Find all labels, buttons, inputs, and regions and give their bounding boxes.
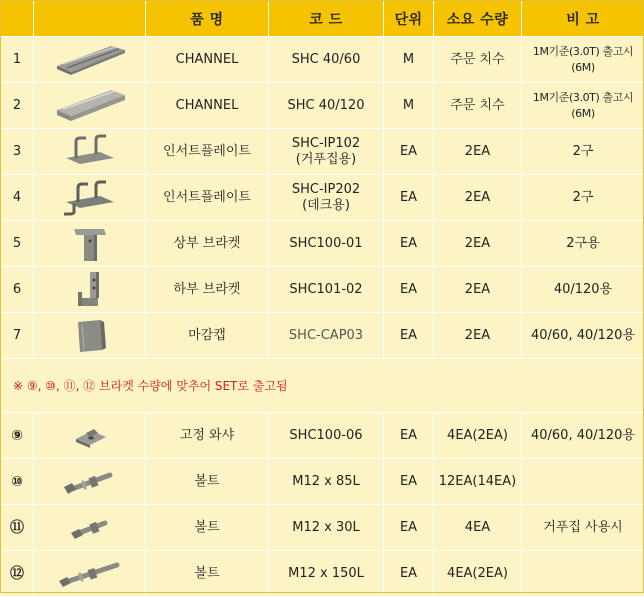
table-row <box>1 37 644 83</box>
item-qty: 주문 치수 <box>434 83 522 129</box>
row-number: 5 <box>1 221 34 267</box>
table-row <box>1 505 644 551</box>
item-code: SHC 40/120 <box>269 83 384 129</box>
header-qty: 소요 수량 <box>434 1 522 37</box>
item-code: SHC 40/60 <box>269 37 384 83</box>
item-name: 볼트 <box>146 551 269 597</box>
header-image <box>34 1 146 37</box>
header-no <box>1 1 34 37</box>
item-unit: EA <box>384 175 434 221</box>
item-unit: EA <box>384 505 434 551</box>
item-code: SHC100-06 <box>269 413 384 459</box>
item-qty: 4EA(2EA) <box>434 413 522 459</box>
table-row <box>1 551 644 597</box>
item-qty: 2EA <box>434 267 522 313</box>
item-name: 볼트 <box>146 505 269 551</box>
channel-120-icon <box>34 83 146 129</box>
item-unit: EA <box>384 459 434 505</box>
bolt-85-icon <box>34 459 146 505</box>
channel-40-icon <box>34 37 146 83</box>
item-note: 2구용 <box>522 221 644 267</box>
bolt-30-icon <box>34 505 146 551</box>
item-note: 1M기준(3.0T) 출고시(6M) <box>522 37 644 83</box>
table-row <box>1 459 644 505</box>
item-qty: 2EA <box>434 221 522 267</box>
item-qty: 12EA(14EA) <box>434 459 522 505</box>
item-qty: 2EA <box>434 175 522 221</box>
row-number: 6 <box>1 267 34 313</box>
item-name: 고정 와샤 <box>146 413 269 459</box>
item-name: 하부 브라켓 <box>146 267 269 313</box>
item-unit: EA <box>384 267 434 313</box>
table-row <box>1 83 644 129</box>
item-code: SHC100-01 <box>269 221 384 267</box>
item-unit: EA <box>384 313 434 359</box>
row-number: ⑫ <box>1 551 34 597</box>
item-unit: EA <box>384 551 434 597</box>
table-row <box>1 221 644 267</box>
table-row <box>1 267 644 313</box>
bolt-150-icon <box>34 551 146 597</box>
item-code: SHC101-02 <box>269 267 384 313</box>
header-row <box>1 1 644 37</box>
header-unit: 단위 <box>384 1 434 37</box>
header-code: 코 드 <box>269 1 384 37</box>
item-note: 40/120용 <box>522 267 644 313</box>
fixing-washer-icon <box>34 413 146 459</box>
item-name: 상부 브라켓 <box>146 221 269 267</box>
item-qty: 2EA <box>434 129 522 175</box>
item-name: CHANNEL <box>146 37 269 83</box>
item-name: CHANNEL <box>146 83 269 129</box>
item-note: 2구 <box>522 129 644 175</box>
note-row <box>1 359 644 413</box>
item-code-sub: (거푸집용) <box>296 152 356 167</box>
item-unit: M <box>384 37 434 83</box>
item-code-main: SHC-IP202 <box>292 182 360 197</box>
item-note: 거푸집 사용시 <box>522 505 644 551</box>
item-code <box>269 175 384 221</box>
item-qty: 4EA <box>434 505 522 551</box>
header-note: 비 고 <box>522 1 644 37</box>
insert-plate-deck-icon <box>34 175 146 221</box>
item-code <box>269 129 384 175</box>
item-qty: 4EA(2EA) <box>434 551 522 597</box>
item-note: 40/60, 40/120용 <box>522 413 644 459</box>
item-code: M12 x 150L <box>269 551 384 597</box>
row-number: ⑨ <box>1 413 34 459</box>
table-row <box>1 175 644 221</box>
table-row <box>1 413 644 459</box>
item-note: 1M기준(3.0T) 출고시(6M) <box>522 83 644 129</box>
item-name: 볼트 <box>146 459 269 505</box>
insert-plate-icon <box>34 129 146 175</box>
table-row <box>1 313 644 359</box>
item-code: M12 x 85L <box>269 459 384 505</box>
item-qty: 주문 치수 <box>434 37 522 83</box>
row-number: 3 <box>1 129 34 175</box>
item-unit: EA <box>384 413 434 459</box>
item-note <box>522 551 644 597</box>
row-number: 2 <box>1 83 34 129</box>
item-code: SHC-CAP03 <box>269 313 384 359</box>
item-unit: M <box>384 83 434 129</box>
item-qty: 2EA <box>434 313 522 359</box>
item-code: M12 x 30L <box>269 505 384 551</box>
item-name: 인서트플레이트 <box>146 129 269 175</box>
row-number: 7 <box>1 313 34 359</box>
upper-bracket-icon <box>34 221 146 267</box>
row-number: ⑪ <box>1 505 34 551</box>
item-note: 2구 <box>522 175 644 221</box>
row-number: ⑩ <box>1 459 34 505</box>
item-note <box>522 459 644 505</box>
item-code-sub: (데크용) <box>302 198 350 213</box>
item-name: 마감캡 <box>146 313 269 359</box>
row-number: 4 <box>1 175 34 221</box>
row-number: 1 <box>1 37 34 83</box>
end-cap-icon <box>34 313 146 359</box>
table-row <box>1 129 644 175</box>
set-note: ※ ⑨, ⑩, ⑪, ⑫ 브라켓 수량에 맞추어 SET로 출고됨 <box>1 359 644 413</box>
item-unit: EA <box>384 221 434 267</box>
item-name: 인서트플레이트 <box>146 175 269 221</box>
item-code-main: SHC-IP102 <box>292 136 360 151</box>
item-note: 40/60, 40/120용 <box>522 313 644 359</box>
lower-bracket-icon <box>34 267 146 313</box>
item-unit: EA <box>384 129 434 175</box>
header-name: 품 명 <box>146 1 269 37</box>
